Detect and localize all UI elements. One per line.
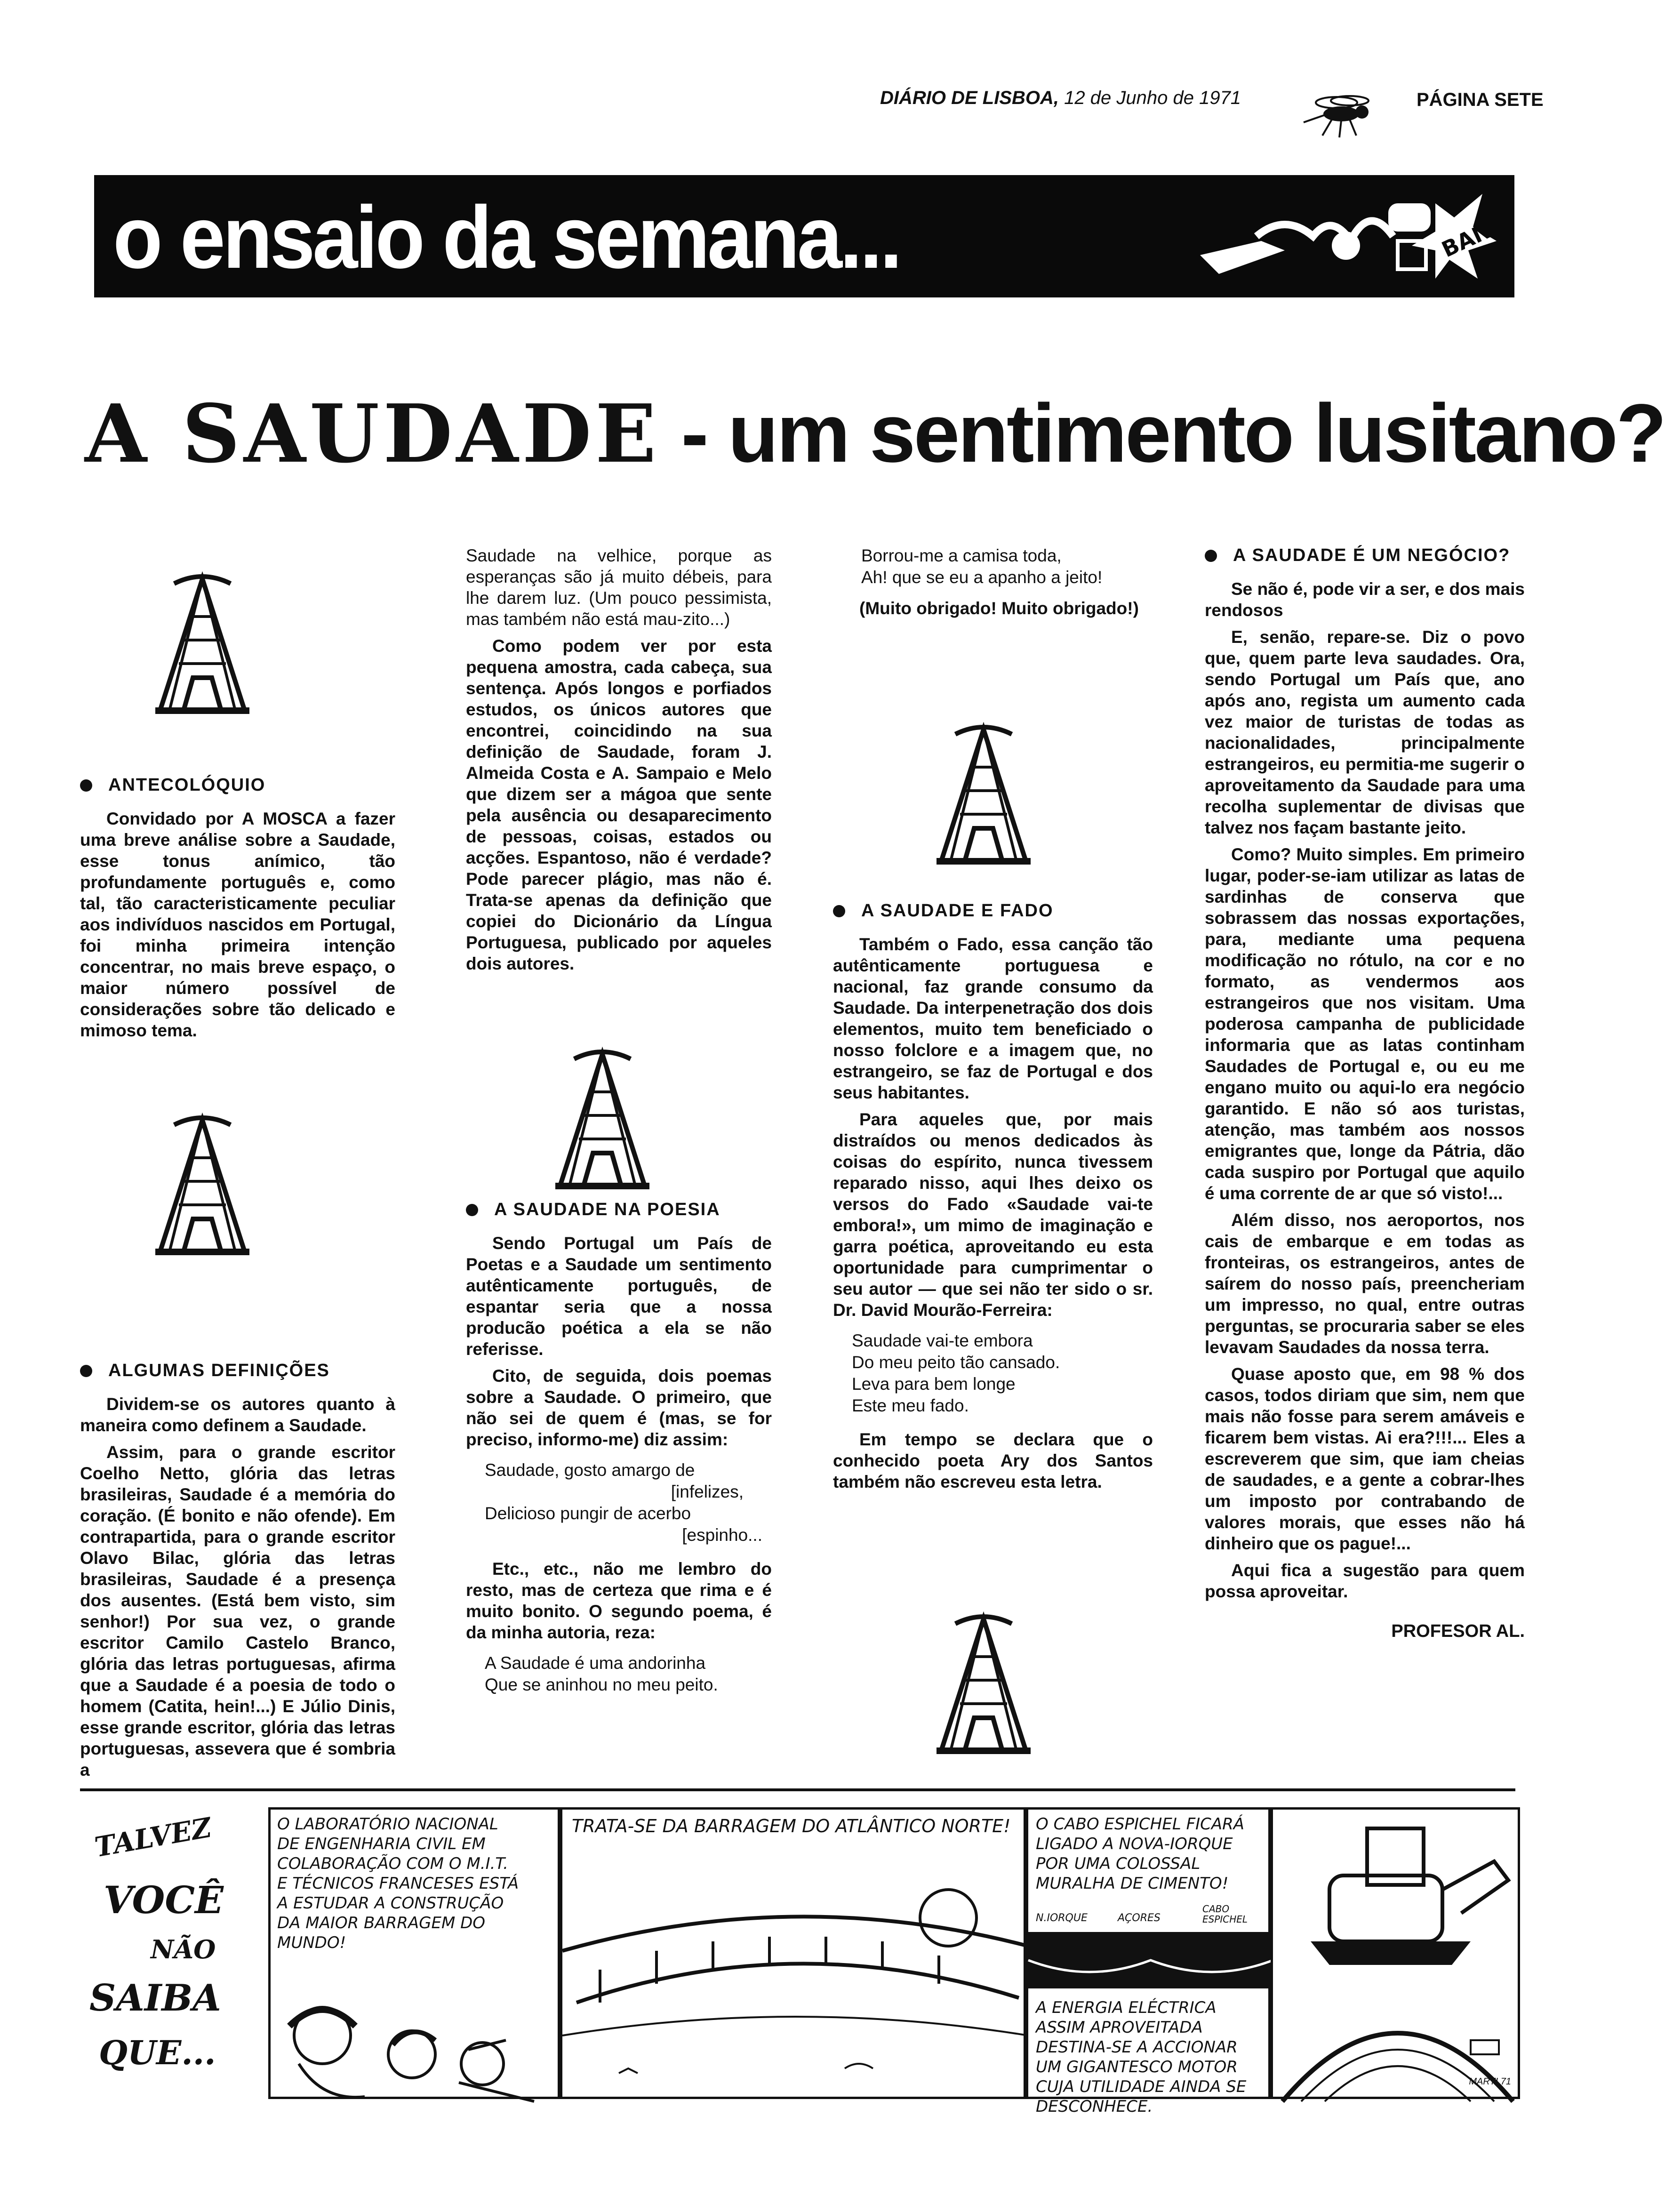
comic-title-line: SAIBA: [89, 1977, 221, 2020]
paragraph: Como podem ver por esta pequena amostra, cada cabeça, sua sentença. Após longos e porfiados estudos, os únicos autores que encontrei, coincidindo na sua definição de Saudade, foram J. Almeida Costa e A. Sampaio e Melo que dizem ser a mágoa que sente pela ausência ou desaparecimento de pessoas, coisas, estados ou acções. Espantoso, não é verdade? Pode parecer plágio, mas não é. Trata-se apenas da definição que copiei do Dicionário da Língua Portuguesa, publicado por aqueles dois autores.: [466, 636, 772, 973]
paragraph: Em tempo se declara que o conhecido poeta Ary dos Santos também não escreveu esta letra.: [833, 1430, 1153, 1491]
comic-title-panel: [80, 1807, 235, 2099]
decorative-initial-a: [922, 1610, 1045, 1765]
column-4: [1205, 541, 1525, 1642]
section-heading: A SAUDADE E FADO: [833, 900, 1153, 922]
paragraph: Além disso, nos aeroportos, nos cais de embarque e em todas as fronteiras, os estrangeiros, antes de saírem do nosso país, preencheriam um impresso, no qual, entre outras perguntas, se procuraria saber se eles levavam Saudades da nossa terra.: [1205, 1210, 1525, 1357]
comic-title-line: TALVEZ: [92, 1811, 214, 1864]
section-heading: ANTECOLÓQUIO: [80, 775, 395, 796]
page-number: PÁGINA SETE: [1417, 89, 1544, 110]
comic-caption: TRATA-SE DA BARRAGEM DO ATLÂNTICO NORTE!: [572, 1816, 1011, 1836]
bullet-icon: [1205, 550, 1217, 562]
map-label: CABO ESPICHEL: [1202, 1903, 1248, 1925]
comic-strip: [80, 1807, 1520, 2116]
issue-date: 12 de Junho de 1971: [1064, 88, 1241, 108]
paragraph: Para aqueles que, por mais distraídos ou menos dedicados às coisas do espírito, nunca tivessem reparado nisso, aqui lhes deixo os versos do Fado «Saudade vai-te embora!», um mimo de imaginação e garra poética, aproveitando eu esta oportunidade para cumprimentar o seu autor — que sei não ter sido o sr. Dr. David Mourão-Ferreira:: [833, 1110, 1153, 1320]
paragraph: Se não é, pode vir a ser, e dos mais rendosos: [1205, 579, 1525, 620]
section-banner: [94, 175, 1514, 297]
fado-verse: Saudade vai-te embora Do meu peito tão cansado. Leva para bem longe Este meu fado.: [852, 1331, 1060, 1415]
poem-2: A Saudade é uma andorinha Que se aninhou no meu peito.: [485, 1653, 718, 1694]
column-3: [833, 545, 1153, 1498]
author-signature: PROFESOR AL.: [1391, 1621, 1525, 1641]
comic-caption: O CABO ESPICHEL FICARÁ LIGADO A NOVA-IORQUE POR UMA COLOSSAL MURALHA DE CIMENTO!: [1036, 1815, 1245, 1893]
headline-saudade: A SAUDADE: [85, 387, 660, 481]
newspaper-name: DIÁRIO DE LISBOA,: [880, 88, 1059, 108]
bang-text: BANG: [1438, 210, 1512, 263]
bullet-icon: [466, 1204, 478, 1216]
map-label: N.IORQUE: [1036, 1912, 1088, 1924]
comic-panel-dam: [560, 1807, 1026, 2099]
gun-bang-illustration: [1191, 184, 1512, 288]
poem-1: Saudade, gosto amargo de [infelizes, Delicioso pungir de acerbo [espinho...: [485, 1460, 762, 1545]
paragraph: Etc., etc., não me lembro do resto, mas de certeza que rima e é muito bonito. O segundo poema, é da minha autoria, reza:: [466, 1559, 772, 1642]
comic-panel-lab: [268, 1807, 560, 2099]
section-heading: A SAUDADE É UM NEGÓCIO?: [1205, 545, 1525, 566]
headline: [85, 386, 1665, 481]
bullet-icon: [80, 779, 92, 792]
paragraph: Assim, para o grande escritor Coelho Netto, glória das letras brasileiras, Saudade é a memória do coração. (É bonito e não ofende). Em contrapartida, para o grande escritor Olavo Bilac, glória das letras brasileiras, Saudade é a presença dos ausentes. (Está bem visto, sim senhor!) Por sua vez, o grande escritor Camilo Castelo Branco, glória das letras portuguesas, afirma que a Saudade é a poesia de todo o homem (Catita, hein!...) E Júlio Dinis, esse grande escritor, glória das letras portuguesas, assevera que é sombria a: [80, 1443, 395, 1779]
wall-profile: [1028, 1932, 1273, 1988]
banner-title: o ensaio da semana...: [113, 188, 900, 287]
paragraph: Sendo Portugal um País de Poetas e a Saudade um sentimento autênticamente português, de espantar seria que a nossa producão poética a ela se não referisse.: [466, 1234, 772, 1359]
paragraph: Aqui fica a sugestão para quem possa aproveitar.: [1205, 1561, 1525, 1601]
comic-title-line: VOCÊ: [104, 1878, 224, 1922]
comic-panel-motor: [1271, 1807, 1520, 2099]
paragraph: E, senão, repare-se. Diz o povo que, quem parte leva saudades. Ora, sendo Portugal um País que, ano após ano, regista um aumento cada vez maior de turistas de todas as nacionalidades, principalmente estrangeiros, eu permitia-me sugerir o aproveitamento da Saudade para uma recolha suplementar de divisas que talvez nos façam bastante jeito.: [1205, 627, 1525, 837]
decorative-initial-a: [141, 569, 264, 725]
map-label: AÇORES: [1118, 1912, 1161, 1924]
dam-illustration: [562, 1847, 1028, 2101]
masthead: [880, 88, 1241, 109]
paragraph: Como? Muito simples. Em primeiro lugar, poder-se-iam utilizar as latas de sardinhas de conserva que sobrassem das nossas exportações, para, mediante uma pequena modificação no rótulo, na cor e no formato, as vendermos aos estrangeiros que nos visitam. Uma poderosa campanha de publicidade informaria que as latas continham Saudades de Portugal e, ou eu me engano muito ou aqui-lo era negócio garantido. E não só aos turistas, atenção, mas também aos nossos emigrantes que, longe da Pátria, dão cada suspiro por Portugal que aquilo é uma corrente de ar que só visto!...: [1205, 845, 1525, 1203]
divider: [80, 1788, 1515, 1791]
paragraph: Também o Fado, essa canção tão autênticamente portuguesa e nacional, faz grande consumo da Saudade. Da interpenetração dos dois elementos, muito tem beneficiado o nosso folclore e a imagem que, no estrangeiro, se faz de Portugal e dos seus habitantes.: [833, 935, 1153, 1102]
fly-icon: [1299, 85, 1384, 141]
comic-title-line: NÃO: [151, 1934, 216, 1964]
scientists-illustration: [271, 1984, 562, 2101]
paragraph: Convidado por A MOSCA a fazer uma breve análise sobre a Saudade, esse tonus anímico, tão profundamente português e, como tal, tão caracteristicamente peculiar aos indivíduos nascidos em Portugal, foi minha primeira intenção concentrar, no mais breve espaço, o maior número possível de considerações sobre tão delicado e mimoso tema.: [80, 809, 395, 1040]
column-1: [80, 762, 395, 1786]
comic-caption: O LABORATÓRIO NACIONAL DE ENGENHARIA CIVIL EM COLABORAÇÃO COM O M.I.T. E TÉCNICOS FRANCESES ESTÁ A ESTUDAR A CONSTRUÇÃO DA MAIOR BARRAGEM DO MUNDO!: [277, 1815, 519, 1952]
paragraph: Quase aposto que, em 98 % dos casos, todos diriam que sim, nem que mais não fosse para serem amáveis e ficarem bem vistas. Ai era?!!!... Eles a escreverem que sim, que iam cheias de saudades, e a gente a cobrar-lhes um imposto por contrabando de valores morais, que esses não há dinheiro que os pague!...: [1205, 1364, 1525, 1553]
bullet-icon: [80, 1365, 92, 1377]
giant-mincer-illustration: [1273, 1810, 1522, 2101]
comic-caption: A ENERGIA ELÉCTRICA ASSIM APROVEITADA DESTINA-SE A ACCIONAR UM GIGANTESCO MOTOR CUJA UTILIDADE AINDA SE DESCONHECE.: [1036, 1998, 1247, 2116]
paragraph: Saudade na velhice, porque as esperanças são já muito débeis, para lhe darem luz. (Um pouco pessimista, mas também não está mau-zito...): [466, 546, 772, 629]
column-2: [466, 545, 772, 1708]
paragraph: Dividem-se os autores quanto à maneira como definem a Saudade.: [80, 1395, 395, 1435]
bullet-icon: [833, 905, 845, 917]
section-heading: A SAUDADE NA POESIA: [466, 1199, 772, 1220]
poem-2-continued: Borrou-me a camisa toda, Ah! que se eu a apanho a jeito!: [861, 546, 1103, 587]
section-heading: ALGUMAS DEFINIÇÕES: [80, 1360, 395, 1381]
artist-signature: MARTI 71: [1469, 2076, 1511, 2087]
paragraph: (Muito obrigado! Muito obrigado!): [859, 599, 1139, 618]
headline-subtitle: - um sentimento lusitano?: [660, 387, 1665, 480]
paragraph: Cito, de seguida, dois poemas sobre a Saudade. O primeiro, que não sei de quem é (mas, se for preciso, informo-me) diz assim:: [466, 1366, 772, 1449]
comic-panel-map: [1026, 1807, 1271, 2116]
comic-title-line: QUE...: [99, 2033, 216, 2072]
